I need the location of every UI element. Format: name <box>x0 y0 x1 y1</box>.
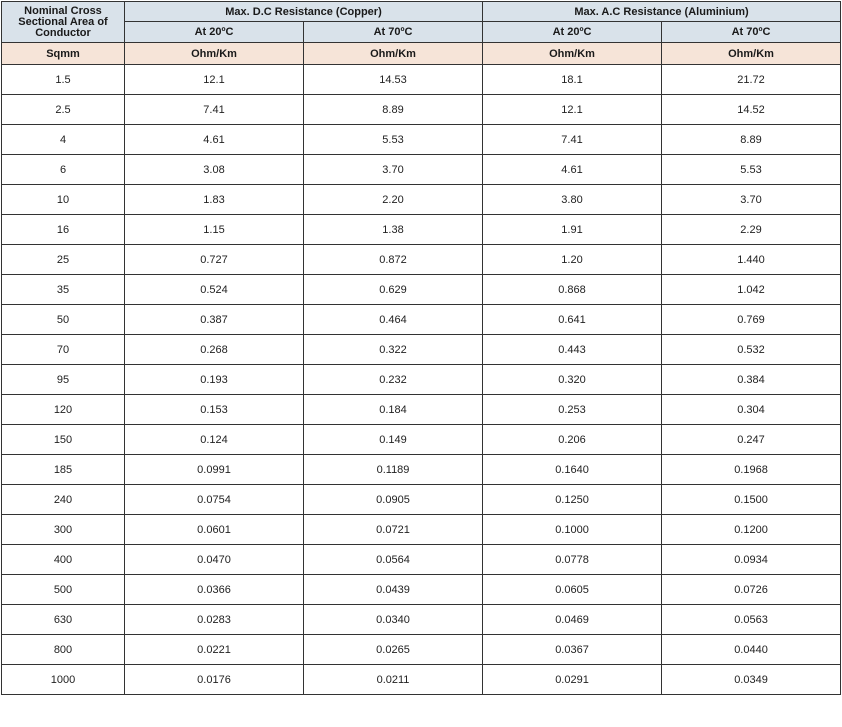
table-row <box>2 485 841 515</box>
cell-dc-20c: 0.0283 <box>125 605 304 635</box>
cell-dc-70c: 0.232 <box>304 365 483 395</box>
table-header <box>2 2 841 65</box>
cell-dc-70c: 3.70 <box>304 155 483 185</box>
cell-dc-70c: 0.464 <box>304 305 483 335</box>
cell-area: 185 <box>2 455 125 485</box>
cell-area: 2.5 <box>2 95 125 125</box>
cell-ac-70c: 0.0440 <box>662 635 841 665</box>
cell-area: 300 <box>2 515 125 545</box>
table-row <box>2 455 841 485</box>
cell-ac-70c: 0.1968 <box>662 455 841 485</box>
cell-dc-70c: 8.89 <box>304 95 483 125</box>
unit-dc-20c: Ohm/Km <box>125 43 304 65</box>
cell-ac-70c: 2.29 <box>662 215 841 245</box>
cell-ac-70c: 0.1200 <box>662 515 841 545</box>
ac-20c-header: At 20ºC <box>483 22 662 43</box>
cell-ac-70c: 0.247 <box>662 425 841 455</box>
table-row <box>2 125 841 155</box>
cell-ac-70c: 0.0934 <box>662 545 841 575</box>
cell-ac-20c: 0.1640 <box>483 455 662 485</box>
cell-dc-20c: 0.0754 <box>125 485 304 515</box>
cell-dc-70c: 0.184 <box>304 395 483 425</box>
cell-dc-20c: 1.15 <box>125 215 304 245</box>
cell-dc-70c: 0.0265 <box>304 635 483 665</box>
cell-ac-70c: 14.52 <box>662 95 841 125</box>
table-row <box>2 215 841 245</box>
area-column-header: Nominal Cross Sectional Area of Conductor <box>2 2 125 43</box>
cell-ac-70c: 1.440 <box>662 245 841 275</box>
header-temperature-row <box>2 22 841 43</box>
cell-ac-70c: 0.1500 <box>662 485 841 515</box>
cell-area: 240 <box>2 485 125 515</box>
cell-ac-70c: 0.769 <box>662 305 841 335</box>
cell-area: 95 <box>2 365 125 395</box>
cell-ac-70c: 0.0726 <box>662 575 841 605</box>
cell-ac-70c: 0.0563 <box>662 605 841 635</box>
cell-ac-70c: 0.304 <box>662 395 841 425</box>
cell-ac-20c: 1.20 <box>483 245 662 275</box>
cell-dc-20c: 0.124 <box>125 425 304 455</box>
cell-dc-20c: 12.1 <box>125 65 304 95</box>
cell-dc-70c: 0.0721 <box>304 515 483 545</box>
table-row <box>2 605 841 635</box>
cell-area: 50 <box>2 305 125 335</box>
cell-ac-20c: 0.0469 <box>483 605 662 635</box>
header-group-row <box>2 2 841 22</box>
cell-area: 500 <box>2 575 125 605</box>
cell-ac-20c: 0.1250 <box>483 485 662 515</box>
cell-dc-70c: 0.629 <box>304 275 483 305</box>
table-row <box>2 185 841 215</box>
cell-dc-70c: 0.322 <box>304 335 483 365</box>
cell-area: 800 <box>2 635 125 665</box>
cell-ac-20c: 18.1 <box>483 65 662 95</box>
cell-area: 150 <box>2 425 125 455</box>
cell-dc-70c: 0.872 <box>304 245 483 275</box>
cell-area: 25 <box>2 245 125 275</box>
cell-dc-70c: 1.38 <box>304 215 483 245</box>
cell-area: 35 <box>2 275 125 305</box>
table-row <box>2 365 841 395</box>
cell-dc-20c: 7.41 <box>125 95 304 125</box>
cell-ac-70c: 5.53 <box>662 155 841 185</box>
cell-area: 1000 <box>2 665 125 695</box>
cell-dc-20c: 3.08 <box>125 155 304 185</box>
cell-ac-20c: 7.41 <box>483 125 662 155</box>
cell-dc-70c: 0.0564 <box>304 545 483 575</box>
cell-dc-20c: 0.727 <box>125 245 304 275</box>
cell-dc-70c: 0.0905 <box>304 485 483 515</box>
table-row <box>2 635 841 665</box>
dc-20c-header: At 20ºC <box>125 22 304 43</box>
cell-area: 120 <box>2 395 125 425</box>
cell-dc-20c: 0.0601 <box>125 515 304 545</box>
cell-dc-20c: 0.0221 <box>125 635 304 665</box>
cell-area: 1.5 <box>2 65 125 95</box>
cell-dc-20c: 0.0366 <box>125 575 304 605</box>
table-row <box>2 305 841 335</box>
table-row <box>2 545 841 575</box>
cell-area: 400 <box>2 545 125 575</box>
cell-ac-20c: 0.206 <box>483 425 662 455</box>
table-row <box>2 65 841 95</box>
cell-ac-20c: 1.91 <box>483 215 662 245</box>
table-row <box>2 395 841 425</box>
table-row <box>2 425 841 455</box>
cell-dc-20c: 1.83 <box>125 185 304 215</box>
cell-dc-20c: 0.153 <box>125 395 304 425</box>
table-body <box>2 65 841 695</box>
unit-area: Sqmm <box>2 43 125 65</box>
cell-area: 10 <box>2 185 125 215</box>
cell-ac-20c: 0.253 <box>483 395 662 425</box>
cell-dc-70c: 0.0211 <box>304 665 483 695</box>
cell-area: 70 <box>2 335 125 365</box>
cell-dc-20c: 0.0176 <box>125 665 304 695</box>
cell-ac-70c: 0.384 <box>662 365 841 395</box>
cell-dc-20c: 0.524 <box>125 275 304 305</box>
cell-ac-70c: 3.70 <box>662 185 841 215</box>
cell-ac-70c: 0.0349 <box>662 665 841 695</box>
cell-dc-70c: 0.0439 <box>304 575 483 605</box>
table-row <box>2 275 841 305</box>
unit-ac-20c: Ohm/Km <box>483 43 662 65</box>
cell-ac-70c: 0.532 <box>662 335 841 365</box>
dc-resistance-group-header: Max. D.C Resistance (Copper) <box>125 2 483 22</box>
cell-ac-20c: 0.320 <box>483 365 662 395</box>
cell-dc-70c: 0.0340 <box>304 605 483 635</box>
resistance-table <box>1 1 841 695</box>
table-row <box>2 665 841 695</box>
table-row <box>2 335 841 365</box>
cell-dc-70c: 0.1189 <box>304 455 483 485</box>
header-unit-row <box>2 43 841 65</box>
cell-ac-20c: 0.1000 <box>483 515 662 545</box>
table-row <box>2 95 841 125</box>
table-row <box>2 575 841 605</box>
cell-dc-20c: 4.61 <box>125 125 304 155</box>
cell-area: 6 <box>2 155 125 185</box>
cell-dc-20c: 0.387 <box>125 305 304 335</box>
cell-dc-20c: 0.0991 <box>125 455 304 485</box>
cell-dc-20c: 0.193 <box>125 365 304 395</box>
table-row <box>2 515 841 545</box>
table-row <box>2 245 841 275</box>
ac-resistance-group-header: Max. A.C Resistance (Aluminium) <box>483 2 841 22</box>
cell-ac-70c: 21.72 <box>662 65 841 95</box>
cell-ac-20c: 0.0291 <box>483 665 662 695</box>
cell-area: 16 <box>2 215 125 245</box>
cell-ac-20c: 12.1 <box>483 95 662 125</box>
cell-dc-70c: 14.53 <box>304 65 483 95</box>
dc-70c-header: At 70ºC <box>304 22 483 43</box>
cell-ac-20c: 0.868 <box>483 275 662 305</box>
cell-dc-70c: 0.149 <box>304 425 483 455</box>
cell-ac-20c: 3.80 <box>483 185 662 215</box>
cell-ac-20c: 0.0367 <box>483 635 662 665</box>
cell-area: 4 <box>2 125 125 155</box>
unit-dc-70c: Ohm/Km <box>304 43 483 65</box>
cell-ac-20c: 0.641 <box>483 305 662 335</box>
cell-dc-20c: 0.268 <box>125 335 304 365</box>
cell-dc-20c: 0.0470 <box>125 545 304 575</box>
unit-ac-70c: Ohm/Km <box>662 43 841 65</box>
table-row <box>2 155 841 185</box>
cell-ac-70c: 8.89 <box>662 125 841 155</box>
cell-area: 630 <box>2 605 125 635</box>
cell-dc-70c: 5.53 <box>304 125 483 155</box>
cell-ac-20c: 0.443 <box>483 335 662 365</box>
cell-ac-20c: 0.0605 <box>483 575 662 605</box>
cell-ac-20c: 0.0778 <box>483 545 662 575</box>
ac-70c-header: At 70ºC <box>662 22 841 43</box>
cell-ac-70c: 1.042 <box>662 275 841 305</box>
cell-ac-20c: 4.61 <box>483 155 662 185</box>
cell-dc-70c: 2.20 <box>304 185 483 215</box>
